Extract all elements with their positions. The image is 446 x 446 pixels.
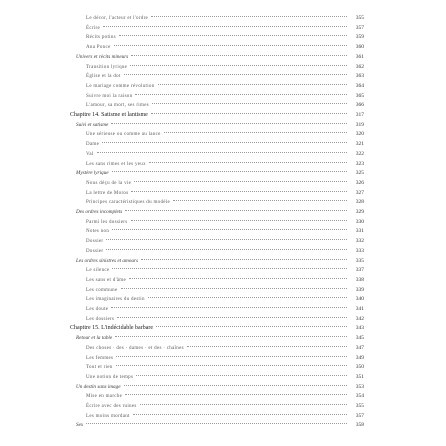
toc-entry-label: Dame xyxy=(86,142,100,148)
toc-page-number: 338 xyxy=(355,276,364,283)
dot-leader xyxy=(114,44,348,46)
toc-entry-label: Dossier xyxy=(86,248,104,254)
toc-page-number: 323 xyxy=(355,160,364,167)
dot-leader xyxy=(116,364,347,366)
toc-entry-row[interactable] xyxy=(86,295,364,304)
dot-leader xyxy=(86,422,347,424)
toc-page-number: 349 xyxy=(355,354,364,361)
toc-page-number: 360 xyxy=(355,44,364,51)
dot-leader xyxy=(149,161,347,163)
toc-entry-label: Une sérieuse ou comme au lance xyxy=(86,132,161,138)
toc-entry-row[interactable] xyxy=(86,266,364,275)
toc-entry-row[interactable] xyxy=(86,198,364,207)
toc-entry-row[interactable] xyxy=(86,43,364,52)
toc-entry-row[interactable] xyxy=(86,24,364,33)
toc-entry-label: Parmi les dossiers xyxy=(86,219,128,225)
toc-entry-label: Chapitre 14. Satisme et lantisme xyxy=(70,112,148,118)
dot-leader xyxy=(131,219,347,221)
toc-page-number: 357 xyxy=(355,412,364,419)
toc-page-number: 328 xyxy=(355,199,364,206)
toc-page-number: 319 xyxy=(355,121,364,128)
toc-entry-label: Une notion de temps xyxy=(86,374,134,380)
toc-entry-row[interactable] xyxy=(86,227,364,236)
dot-leader xyxy=(187,345,347,347)
toc-page-number: 351 xyxy=(355,373,364,380)
toc-entry-row[interactable] xyxy=(86,218,364,227)
dot-leader xyxy=(112,267,347,269)
toc-entry-row[interactable] xyxy=(86,150,364,159)
toc-entry-label: Récits potins xyxy=(86,35,116,41)
dot-leader xyxy=(103,25,347,27)
dot-leader xyxy=(102,141,347,143)
toc-entry-label: Le mariage comme révolution xyxy=(86,83,155,89)
toc-entry-label: Écrire avec des ruines xyxy=(86,404,137,409)
toc-page-number: 358 xyxy=(355,422,364,429)
dot-leader xyxy=(135,93,347,95)
toc-entry-label: Le silence xyxy=(86,268,110,274)
toc-entry-row[interactable] xyxy=(76,334,364,343)
toc-page-number: 322 xyxy=(355,150,364,157)
toc-entry-row[interactable] xyxy=(86,315,364,324)
toc-entry-row[interactable] xyxy=(76,421,364,430)
dot-leader xyxy=(131,54,347,56)
toc-entry-row[interactable] xyxy=(86,354,364,363)
toc-page-number: 364 xyxy=(355,82,364,89)
dot-leader xyxy=(140,403,347,405)
toc-page-number: 331 xyxy=(355,228,364,235)
toc-entry-label: Écrire xyxy=(86,25,101,31)
toc-entry-label: Nous déçu de la vie xyxy=(86,180,132,186)
toc-entry-label: L'amour, sa mort, ses rimes xyxy=(86,103,149,109)
toc-entry-row[interactable] xyxy=(76,121,364,130)
toc-entry-label: Les dossiers xyxy=(86,316,115,322)
toc-entry-row[interactable] xyxy=(86,92,364,101)
toc-entry-row[interactable] xyxy=(76,257,364,266)
toc-entry-label: Les doute xyxy=(86,307,109,312)
toc-page-number: 333 xyxy=(355,247,364,254)
dot-leader xyxy=(97,151,347,153)
dot-leader xyxy=(156,325,347,327)
toc-entry-label: Retour et la table xyxy=(76,335,113,342)
toc-entry-label: Église et la dot xyxy=(86,74,121,80)
toc-page-number: 359 xyxy=(355,34,364,41)
toc-entry-label: Principes caractéristiques du modèle xyxy=(86,200,170,206)
dot-leader xyxy=(131,190,347,192)
toc-entry-row[interactable] xyxy=(86,276,364,285)
toc-chapter-row[interactable] xyxy=(70,111,364,120)
toc-page-number: 343 xyxy=(355,325,364,332)
toc-entry-row[interactable] xyxy=(86,402,364,411)
dot-leader xyxy=(125,393,347,395)
toc-entry-row[interactable] xyxy=(76,169,364,178)
toc-page-number: 355 xyxy=(355,15,364,21)
toc-page-number: 365 xyxy=(355,92,364,99)
toc-page-number: 339 xyxy=(355,286,364,293)
toc-entry-row[interactable] xyxy=(86,130,364,139)
toc-entry-label: Transition lyrique xyxy=(86,64,128,70)
toc-page-number: 353 xyxy=(355,383,364,390)
dot-leader xyxy=(136,374,347,376)
toc-page-number: 321 xyxy=(355,141,364,148)
toc-page-number: 357 xyxy=(355,24,364,31)
dot-leader xyxy=(111,122,347,124)
dot-leader xyxy=(111,306,347,308)
toc-page-number: 340 xyxy=(355,296,364,303)
toc-entry-label: Ana Ponce xyxy=(86,45,111,51)
dot-leader xyxy=(148,296,347,298)
dot-leader xyxy=(130,64,347,66)
dot-leader xyxy=(106,238,347,240)
dot-leader xyxy=(116,355,347,357)
dot-leader xyxy=(119,34,347,36)
toc-entry-label: Des ordres incomplets xyxy=(76,209,123,215)
toc-entry-label: Univers et récits mineurs xyxy=(76,53,129,60)
toc-page-number: 342 xyxy=(355,315,364,322)
toc-entry-label: Des choses · des · dames · et des · chaînes xyxy=(86,345,184,351)
toc-entry-row[interactable] xyxy=(86,286,364,295)
toc-entry-label: Notes non xyxy=(86,229,110,235)
toc-entry-row[interactable] xyxy=(86,305,364,314)
toc-entry-row[interactable] xyxy=(86,140,364,149)
toc-entry-row[interactable] xyxy=(76,383,364,392)
dot-leader xyxy=(151,15,347,17)
dot-leader xyxy=(125,209,347,211)
toc-page-number: 330 xyxy=(355,218,364,225)
toc-entry-label: Val xyxy=(86,151,94,157)
toc-entry-label: Dossier xyxy=(86,239,104,245)
dot-leader xyxy=(106,248,347,250)
toc-page-number: 317 xyxy=(355,112,364,118)
toc-entry-row[interactable] xyxy=(86,344,364,353)
dot-leader xyxy=(112,170,347,172)
toc-page-number: 320 xyxy=(355,131,364,138)
toc-page-number: 362 xyxy=(355,63,364,70)
toc-entry-label: Chapitre 15. L'indécidable barbare xyxy=(70,325,154,332)
toc-entry-row[interactable] xyxy=(86,189,364,198)
toc-entry-label: Les sans rimes et les yeux xyxy=(86,161,146,167)
toc-entry-label: Suivre moi la raison xyxy=(86,93,133,99)
toc-entry-row[interactable] xyxy=(76,208,364,217)
toc-page-number: 350 xyxy=(355,364,364,371)
toc-entry-row[interactable] xyxy=(86,392,364,401)
toc-entry-label: Suivi et satisme xyxy=(76,121,109,128)
toc-page-number: 327 xyxy=(355,189,364,196)
toc-page-number: 337 xyxy=(355,267,364,274)
toc-entry-label: Les moins mordant xyxy=(86,413,130,419)
dot-leader xyxy=(129,277,347,279)
toc-page-number: 355 xyxy=(355,403,364,409)
toc-page-number: 366 xyxy=(355,102,364,109)
dot-leader xyxy=(115,335,347,337)
toc-entry-label: Les commune xyxy=(86,287,118,293)
toc-entry-row[interactable] xyxy=(86,373,364,382)
dot-leader xyxy=(133,413,347,415)
toc-entry-row[interactable] xyxy=(86,72,364,81)
toc-page-number: 363 xyxy=(355,73,364,80)
toc-entry-row[interactable] xyxy=(86,63,364,72)
toc-entry-label: La lettre de Moros xyxy=(86,190,129,196)
toc-page-number: 347 xyxy=(355,344,364,351)
dot-leader xyxy=(117,316,347,318)
dot-leader xyxy=(151,112,347,114)
toc-entry-label: Les imaginaires du destin xyxy=(86,297,145,303)
toc-entry-row[interactable] xyxy=(86,179,364,188)
toc-entry-row[interactable] xyxy=(86,101,364,110)
toc-page-number: 345 xyxy=(355,335,364,342)
dot-leader xyxy=(112,228,347,230)
dot-leader xyxy=(164,131,347,133)
toc-entry-row[interactable] xyxy=(86,160,364,169)
dot-leader xyxy=(124,384,347,386)
toc-entry-row[interactable] xyxy=(86,412,364,421)
toc-entry-label: Un destin sans image xyxy=(76,383,121,390)
toc-entry-row[interactable] xyxy=(86,363,364,372)
dot-leader xyxy=(173,199,347,201)
toc-page-number: 332 xyxy=(355,238,364,245)
toc-entry-row[interactable] xyxy=(86,82,364,91)
toc-page-number: 354 xyxy=(355,393,364,400)
toc-entry-label: Sex xyxy=(76,422,84,429)
toc-chapter-row[interactable] xyxy=(70,324,364,333)
dot-leader xyxy=(141,258,347,260)
toc-entry-label: Mystère lyrique xyxy=(76,170,109,177)
toc-entry-label: Les femmes xyxy=(86,355,114,361)
dot-leader xyxy=(158,83,348,85)
dot-leader xyxy=(134,180,347,182)
dot-leader xyxy=(124,73,347,75)
toc-page-number: 326 xyxy=(355,179,364,186)
dot-leader xyxy=(121,287,348,289)
toc-page-number: 361 xyxy=(355,53,364,60)
toc-page-number: 341 xyxy=(355,306,364,312)
toc-entry-row[interactable] xyxy=(86,247,364,256)
toc-entry-row[interactable] xyxy=(86,33,364,42)
toc-entry-label: Tout et rien xyxy=(86,365,113,371)
toc-entry-label: Les sans et d'âme xyxy=(86,277,127,283)
toc-entry-row[interactable] xyxy=(86,14,364,23)
toc-page-number: 329 xyxy=(355,209,364,215)
toc-entry-label: Le décor, l'acteur et l'ordre xyxy=(86,16,149,21)
toc-entry-row[interactable] xyxy=(76,53,364,62)
dot-leader xyxy=(152,102,347,104)
toc-entry-label: Mise en marche xyxy=(86,394,123,400)
toc-entry-row[interactable] xyxy=(86,237,364,246)
toc-entry-label: Les ordres sinistres et amours xyxy=(76,257,138,264)
toc-page-number: 325 xyxy=(355,170,364,177)
toc-page-number: 335 xyxy=(355,257,364,264)
